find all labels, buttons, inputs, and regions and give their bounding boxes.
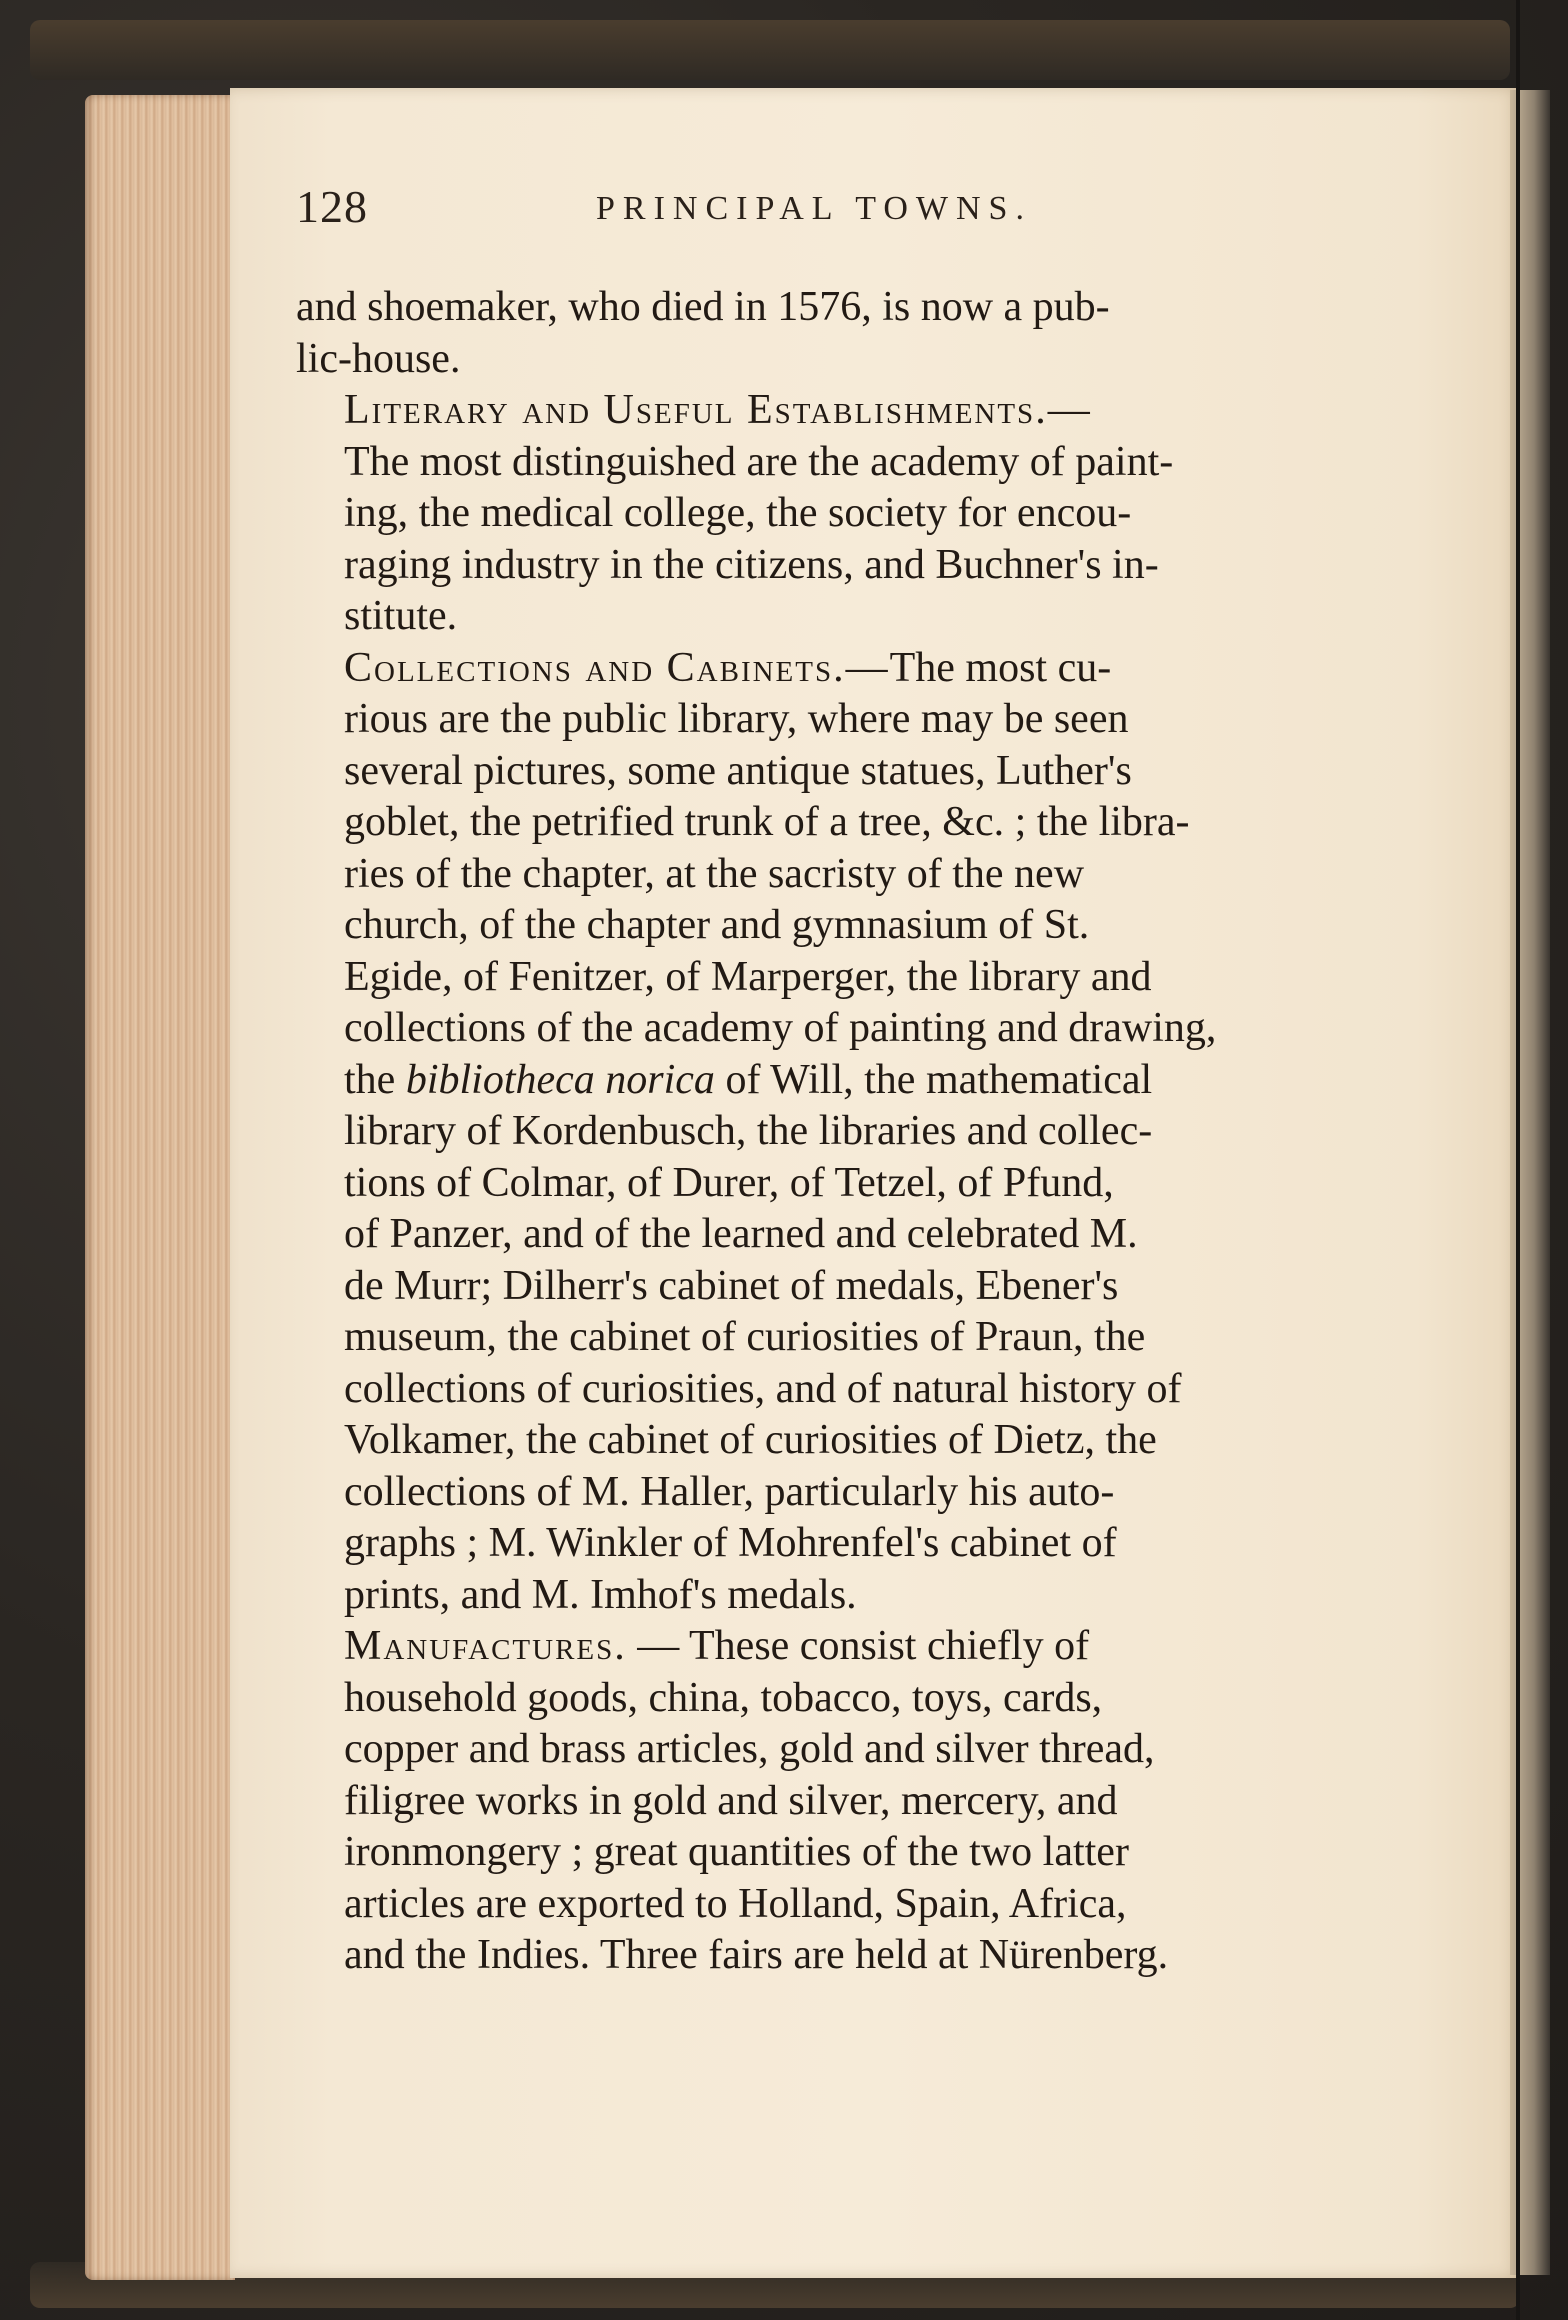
heading-continuation: — These consist chiefly of: [626, 1623, 1090, 1669]
text-line: ries of the chapter, at the sacristy of the new: [344, 850, 1085, 897]
text-line: de Murr; Dilherr's cabinet of medals, Ebener's: [344, 1262, 1119, 1309]
paragraph-manufactures: [296, 1621, 1371, 1982]
heading-continuation: The most cu-: [889, 644, 1112, 691]
cover-top-edge: [30, 20, 1510, 80]
text-line: church, of the chapter and gymnasium of St.: [344, 902, 1090, 948]
text-line: ing, the medical college, the society for encou-: [344, 490, 1132, 536]
text-line: stitute.: [344, 593, 458, 639]
text-line: library of Kordenbusch, the libraries and collec-: [344, 1108, 1153, 1154]
text-line: Volkamer, the cabinet of curiosities of Dietz, the: [344, 1417, 1157, 1463]
gutter-line: [1516, 0, 1520, 2320]
text-line: prints, and M. Imhof's medals.: [344, 1571, 857, 1618]
section-heading-manufactures: Manufactures.: [344, 1623, 627, 1669]
text-fragment: of Will, the mathematical: [714, 1056, 1153, 1103]
section-heading-literary: Literary and Useful Establishments.—: [344, 387, 1092, 433]
text-line: several pictures, some antique statues, Luther's: [344, 747, 1132, 794]
section-heading-collections: Collections and Cabinets.—: [344, 644, 890, 691]
heading-line: [296, 1621, 1371, 1673]
text-line: and the Indies. Three fairs are held at Nürenberg.: [344, 1932, 1169, 1978]
text-line: collections of M. Haller, particularly his auto-: [344, 1468, 1115, 1515]
text-line: rious are the public library, where may be seen: [344, 696, 1129, 742]
running-head: [296, 180, 1366, 240]
text-line: copper and brass articles, gold and silver thread,: [344, 1726, 1155, 1772]
text-line: museum, the cabinet of curiosities of Praun, the: [344, 1314, 1146, 1360]
text-line: articles are exported to Holland, Spain, Africa,: [344, 1880, 1127, 1927]
paragraph-literary: [296, 385, 1371, 643]
text-line: filigree works in gold and silver, mercery, and: [344, 1777, 1118, 1824]
page-block-edges: [85, 95, 235, 2280]
page-number: 128: [296, 181, 368, 232]
paragraph-collections: [296, 643, 1371, 1622]
page-title: PRINCIPAL TOWNS.: [596, 190, 1032, 227]
text-line: The most distinguished are the academy of paint-: [344, 438, 1174, 485]
text-line: of Panzer, and of the learned and celebrated M.: [344, 1211, 1138, 1257]
text-line: and shoemaker, who died in 1576, is now a pub-: [296, 284, 1110, 330]
text-line: collections of curiosities, and of natural history of: [344, 1365, 1182, 1412]
text-line: graphs ; M. Winkler of Mohrenfel's cabinet of: [344, 1520, 1117, 1566]
text-line: ironmongery ; great quantities of the two latter: [344, 1829, 1129, 1875]
text-fragment: the: [344, 1056, 406, 1103]
text-line: household goods, china, tobacco, toys, cards,: [344, 1674, 1103, 1721]
heading-line: [296, 643, 1371, 695]
text-line: collections of the academy of painting and drawing,: [344, 1005, 1217, 1051]
text-line: goblet, the petrified trunk of a tree, &c. ; the libra-: [344, 799, 1190, 845]
body-text: [296, 282, 1371, 1982]
text-line-italic: [296, 1055, 1371, 1107]
text-line: lic-house.: [296, 335, 461, 382]
text-line: tions of Colmar, of Durer, of Tetzel, of Pfund,: [344, 1159, 1114, 1206]
italic-title: bibliotheca norica: [405, 1056, 715, 1103]
text-line: raging industry in the citizens, and Buchner's in-: [344, 541, 1159, 588]
paragraph-1: [296, 282, 1371, 385]
text-line: Egide, of Fenitzer, of Marperger, the library and: [344, 953, 1152, 1000]
